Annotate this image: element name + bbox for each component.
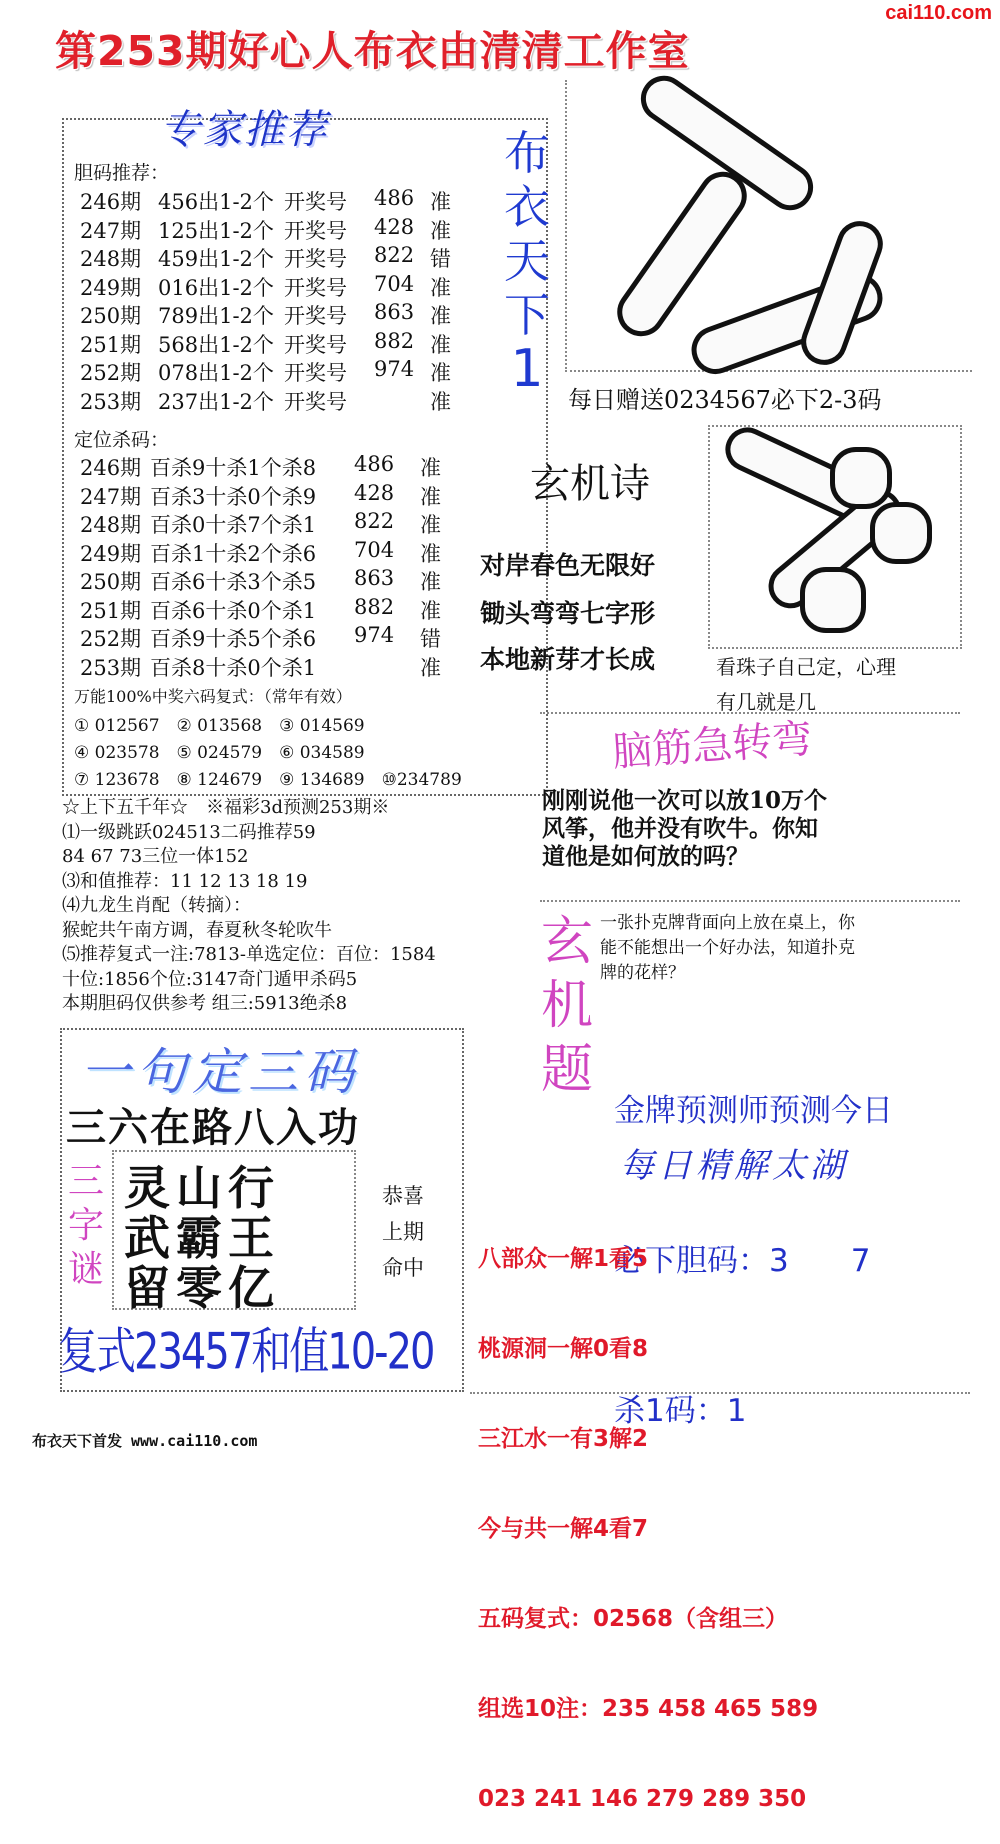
site-logo[interactable]: cai110.com — [885, 2, 992, 24]
sanzi-char: 谜 — [67, 1249, 104, 1290]
kill-cell: 百杀3十杀0个杀9 — [150, 484, 317, 509]
kill-row — [80, 652, 500, 680]
result-cell: 准 — [430, 190, 451, 214]
period-cell: 252期 — [80, 361, 142, 385]
taihu-line: 八部众一解1看5 — [478, 1246, 649, 1272]
pick-cell: 456出1-2个 — [158, 190, 274, 214]
kill-row — [80, 623, 500, 651]
pick-cell: 789出1-2个 — [158, 304, 274, 328]
taihu-line: 三江水一有3解2 — [478, 1426, 649, 1452]
history-block — [62, 796, 532, 1017]
naojin-line: 道他是如何放的吗？ — [542, 843, 749, 870]
xuanji-ti-divider — [540, 900, 960, 902]
page-title: 第253期好心人布衣由清清工作室 — [55, 27, 690, 75]
buyi-char: 衣 — [504, 180, 550, 234]
pick-cell: 459出1-2个 — [158, 247, 274, 271]
sanzi-words-box — [112, 1150, 356, 1315]
buyi-char: 天 — [504, 234, 550, 288]
draw-number-cell: 882 — [374, 328, 415, 353]
xuanji-ti-text — [600, 911, 855, 986]
draw-number-cell: 486 — [354, 452, 395, 476]
xuanji-shi-title: 玄机诗 — [530, 461, 650, 507]
pick-cell: 568出1-2个 — [158, 332, 274, 357]
kill-heading: 定位杀码： — [74, 429, 170, 451]
naojin-title: 脑筋急转弯 — [610, 716, 814, 776]
result-cell: 准 — [420, 598, 441, 623]
kill-cell: 百杀0十杀7个杀1 — [150, 513, 317, 537]
label-cell: 开奖号 — [284, 361, 347, 385]
kill-row — [80, 509, 500, 537]
draw-number-cell: 974 — [354, 623, 395, 647]
dan-row — [80, 300, 500, 328]
draw-number-cell: 863 — [374, 300, 415, 324]
bead-note-line: 有几就是几 — [716, 690, 816, 714]
label-cell: 开奖号 — [284, 190, 347, 214]
pick-cell: 016出1-2个 — [158, 275, 274, 300]
dan-table — [80, 186, 500, 416]
history-line: ⑷九龙生肖配（转摘）： — [62, 895, 251, 916]
draw-number-cell: 428 — [354, 480, 395, 505]
xuanji-ti-char: 题 — [540, 1040, 593, 1100]
kill-cell: 百杀6十杀0个杀1 — [150, 598, 317, 623]
congrats-line: 上期 — [382, 1220, 424, 1244]
naojin-line: 风筝，他并没有吹牛。你知 — [542, 815, 818, 842]
history-line: 本期胆码仅供参考 组三:5913绝杀8 — [62, 993, 348, 1014]
label-cell: 开奖号 — [284, 218, 347, 243]
taihu-line: 今与共一解4看7 — [478, 1516, 649, 1542]
kill-row — [80, 452, 500, 480]
naojin-box — [540, 712, 960, 715]
history-line: 84 67 73三位一体152 — [62, 846, 249, 867]
history-line: ☆上下五千年☆ ※福彩3d预测253期※ — [62, 797, 390, 818]
period-cell: 248期 — [80, 247, 142, 271]
buyi-char: 1 — [510, 339, 544, 399]
yiju-title: 一句定三码 — [80, 1043, 360, 1101]
taihu-line: 组选10注：235 458 465 589 — [478, 1696, 819, 1722]
taihu-line: 023 241 146 279 289 350 — [478, 1786, 807, 1812]
draw-number-cell: 486 — [374, 186, 415, 210]
dan-row — [80, 386, 500, 414]
period-cell: 251期 — [80, 598, 142, 623]
draw-number-cell: 863 — [354, 566, 395, 590]
coin-shape — [800, 567, 866, 633]
coin-shape — [830, 447, 892, 509]
gold-line: 杀1码：1 — [614, 1393, 747, 1429]
dan-row — [80, 243, 500, 271]
wanneng-line: ④ 023578 ⑤ 024579 ⑥ 034589 — [74, 743, 365, 763]
wanneng-line: ① 012567 ② 013568 ③ 014569 — [74, 716, 365, 736]
kill-table — [80, 452, 500, 682]
sanzi-word: 武霸王 — [124, 1211, 280, 1265]
xuanji-ti-line: 一张扑克牌背面向上放在桌上，你 — [600, 913, 855, 933]
dan-heading: 胆码推荐： — [74, 162, 170, 184]
period-cell: 248期 — [80, 513, 142, 537]
draw-number-cell: 882 — [354, 594, 395, 619]
taihu-line: 桃源洞一解0看8 — [478, 1336, 649, 1362]
result-cell: 准 — [430, 389, 451, 414]
label-cell: 开奖号 — [284, 247, 347, 271]
result-cell: 准 — [420, 484, 441, 509]
sanzi-word: 留零亿 — [124, 1261, 280, 1315]
daily-gift: 每日赠送0234567必下2-3码 — [568, 386, 882, 414]
coin-shape — [870, 502, 932, 564]
period-cell: 251期 — [80, 332, 142, 357]
kill-cell: 百杀9十杀1个杀8 — [150, 456, 317, 480]
label-cell: 开奖号 — [284, 389, 347, 414]
sanzi-word: 灵山行 — [124, 1161, 280, 1215]
kill-row — [80, 595, 500, 623]
naojin-text — [542, 787, 827, 871]
result-cell: 准 — [420, 513, 441, 537]
period-cell: 252期 — [80, 627, 142, 651]
result-cell: 准 — [420, 541, 441, 566]
result-cell: 准 — [430, 275, 451, 300]
result-cell: 准 — [420, 456, 441, 480]
result-cell: 准 — [430, 361, 451, 385]
period-cell: 250期 — [80, 570, 142, 594]
sanzi-char: 三 — [67, 1161, 104, 1202]
poem-line: 本地新芽才长成 — [480, 645, 656, 674]
dan-row — [80, 215, 500, 243]
xuanji-ti-char: 玄 — [540, 912, 593, 972]
yiju-phrase: 三六在路八入功 — [66, 1105, 360, 1151]
period-cell: 247期 — [80, 218, 142, 243]
period-cell: 247期 — [80, 484, 142, 509]
history-line: ⑶和值推荐：11 12 13 18 19 — [62, 870, 308, 892]
congrats-line: 命中 — [382, 1256, 424, 1280]
kill-cell: 百杀8十杀0个杀1 — [150, 655, 317, 680]
result-cell: 准 — [430, 332, 451, 357]
buyi-char: 布 — [504, 126, 550, 180]
period-cell: 253期 — [80, 389, 142, 414]
period-cell: 249期 — [80, 275, 142, 300]
pick-cell: 237出1-2个 — [158, 389, 274, 414]
wanneng-heading: 万能100%中奖六码复式：（常年有效） — [74, 687, 352, 706]
dan-row — [80, 186, 500, 214]
history-line: 十位:1856个位:3147奇门遁甲杀码5 — [62, 968, 358, 990]
bead-figure-top — [565, 80, 972, 372]
footer-credit[interactable]: 布衣天下首发 www.cai110.com — [32, 1432, 258, 1450]
kill-row — [80, 566, 500, 594]
pick-cell: 125出1-2个 — [158, 218, 274, 243]
sanzi-vertical — [64, 1160, 108, 1292]
congrats — [382, 1178, 424, 1286]
dan-row — [80, 272, 500, 300]
period-cell: 253期 — [80, 655, 142, 680]
kill-row — [80, 538, 500, 566]
result-cell: 准 — [420, 655, 441, 680]
footer-divider — [470, 1392, 970, 1394]
draw-number-cell: 704 — [374, 271, 415, 296]
xuanji-ti-vertical — [536, 910, 598, 1102]
period-cell: 246期 — [80, 456, 142, 480]
xuanji-ti-line: 能不能想出一个好办法，知道扑克 — [600, 938, 855, 958]
buyi-vertical — [497, 126, 557, 399]
history-line: ⑸推荐复式一注:7813-单选定位：百位：1584 — [62, 944, 436, 965]
buyi-char: 下 — [504, 288, 550, 342]
expert-heading: 专家推荐 — [160, 107, 328, 153]
result-cell: 错 — [430, 247, 451, 271]
naojin-line: 刚刚说他一次可以放10万个 — [542, 787, 828, 814]
result-cell: 准 — [420, 570, 441, 594]
draw-number-cell: 822 — [374, 243, 415, 267]
label-cell: 开奖号 — [284, 304, 347, 328]
period-cell: 249期 — [80, 541, 142, 566]
pick-cell: 078出1-2个 — [158, 361, 274, 385]
taihu-block — [478, 1184, 818, 1844]
taihu-title: 每日精解太湖 — [620, 1146, 848, 1186]
kill-cell: 百杀9十杀5个杀6 — [150, 627, 317, 651]
result-cell: 准 — [430, 218, 451, 243]
history-line: ⑴一级跳跃024513二码推荐59 — [62, 821, 316, 843]
poem-line: 对岸春色无限好 — [480, 551, 656, 580]
taihu-line: 五码复式：02568（含组三） — [478, 1606, 789, 1632]
bead-figure-coins — [708, 425, 962, 649]
bead-note-line: 看珠子自己定，心理 — [716, 655, 896, 679]
gold-line: 金牌预测师预测今日 — [614, 1093, 893, 1129]
kill-cell: 百杀6十杀3个杀5 — [150, 570, 317, 594]
kill-cell: 百杀1十杀2个杀6 — [150, 541, 317, 566]
xuanji-ti-line: 牌的花样？ — [600, 963, 685, 983]
poem-line: 锄头弯弯七字形 — [480, 599, 656, 628]
sanzi-char: 字 — [67, 1205, 104, 1246]
result-cell: 准 — [430, 304, 451, 328]
congrats-line: 恭喜 — [382, 1184, 424, 1208]
draw-number-cell: 428 — [374, 214, 415, 239]
draw-number-cell: 974 — [374, 357, 415, 381]
label-cell: 开奖号 — [284, 275, 347, 300]
wanneng-line: ⑦ 123678 ⑧ 124679 ⑨ 134689 ⑩234789 — [74, 770, 462, 790]
period-cell: 250期 — [80, 304, 142, 328]
draw-number-cell: 822 — [354, 509, 395, 533]
dan-row — [80, 357, 500, 385]
gold-line: 必下胆码：3 7 — [614, 1243, 871, 1279]
kill-row — [80, 481, 500, 509]
dan-row — [80, 329, 500, 357]
draw-number-cell: 704 — [354, 537, 395, 562]
history-line: 猴蛇共午南方调，春夏秋冬轮吹牛 — [62, 919, 332, 941]
period-cell: 246期 — [80, 190, 142, 214]
result-cell: 错 — [420, 627, 441, 651]
xuanji-ti-char: 机 — [540, 976, 593, 1036]
label-cell: 开奖号 — [284, 332, 347, 357]
fushi-hezhi: 复式23457和值10-20 — [58, 1323, 434, 1381]
